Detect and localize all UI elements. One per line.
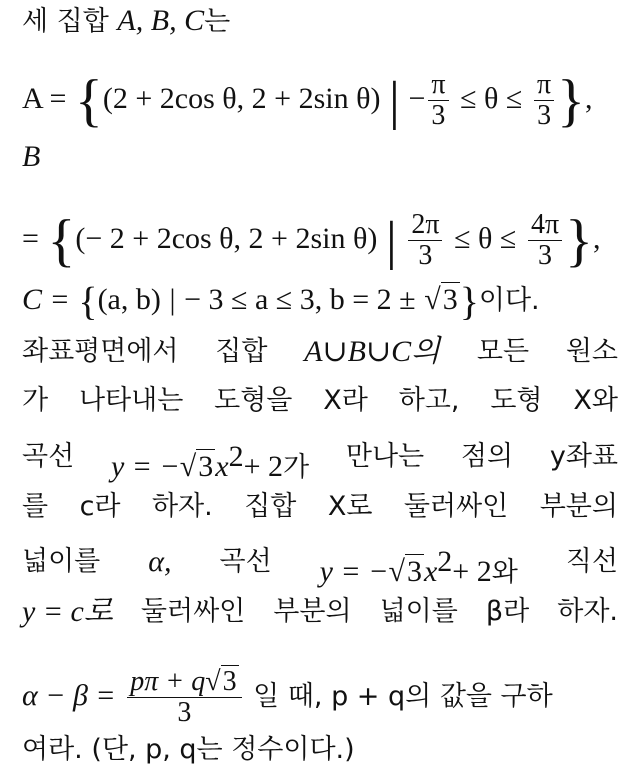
line-13: 여라. (단, p, q는 정수이다.) (22, 734, 355, 765)
set-A-range: ≤ θ ≤ (460, 82, 523, 115)
fraction-4pi-over-3: $\frac{4\pi}{3}$ (528, 210, 562, 271)
left-brace: { (47, 207, 76, 273)
intro-suffix: 는 (204, 6, 231, 37)
alpha-minus-beta: α − β = (22, 679, 116, 712)
set-A-point: (2 + 2cos θ, 2 + 2sin θ) (102, 82, 381, 115)
set-A-lhs: A = (22, 82, 67, 115)
line-6: 좌표평면에서 집합 A∪B∪C의 모든 원소 (22, 335, 618, 368)
divider-bar: | (389, 70, 400, 131)
set-A-definition: A = {(2 + 2cos θ, 2 + 2sin θ) | − $\frac{\pi}{3}$ ≤ θ ≤ $\frac{\pi}{3}$ }, (22, 67, 593, 133)
left-brace: { (78, 278, 98, 324)
divider-bar: | (169, 283, 176, 316)
set-B-label: B (22, 140, 41, 173)
left-brace: { (75, 67, 103, 133)
divider-bar: | (385, 210, 397, 271)
line-7: 가 나타내는 도형을 X라 하고, 도형 X와 (22, 385, 618, 416)
line-12-rest: 일 때, p + q의 값을 구하 (253, 681, 553, 712)
set-B-range: ≤ θ ≤ (454, 222, 517, 255)
set-A-minus: − (408, 82, 426, 115)
line-10: 넓이를 α, 곡선 $y = -√3x^2+ 2$와 직선 (22, 545, 618, 588)
set-C-lhs: C = (22, 283, 70, 316)
set-B-definition: = {(− 2 + 2cos θ, 2 + 2sin θ) | $\frac{2\pi}{3}$ ≤ θ ≤ $\frac{4\pi}{3}$ }, (22, 207, 601, 273)
intro-text: 세 집합 (22, 6, 118, 37)
line-12 (22, 667, 553, 728)
sqrt-3: √3 (388, 555, 422, 588)
fraction-2pi-over-3: $\frac{2\pi}{3}$ (408, 210, 442, 271)
set-C-point: (a, b) (97, 283, 161, 316)
right-brace: } (459, 278, 479, 324)
right-brace: } (565, 207, 593, 273)
line-intro (22, 4, 230, 39)
line-11: y = c로 둘러싸인 부분의 넓이를 β라 하자. (22, 595, 618, 628)
answer-fraction: $\frac{p\pi + q√3}{3}$ (127, 667, 241, 728)
sqrt-3: √3 (424, 283, 458, 316)
line-9: 를 c라 하자. 집합 X로 둘러싸인 부분의 (22, 491, 618, 522)
set-C-condition: − 3 ≤ a ≤ 3, b = 2 ± (184, 283, 416, 316)
fraction-pi-over-3: $\frac{\pi}{3}$ (534, 70, 554, 131)
set-B-point: (− 2 + 2cos θ, 2 + 2sin θ) (75, 222, 378, 255)
set-C-definition (22, 278, 540, 324)
sqrt-3: √3 (179, 450, 214, 483)
set-B-lhs: = (22, 222, 39, 255)
curve-equation: $y = -√3x^2+ 2$와 (319, 545, 518, 588)
fraction-pi-over-3: $\frac{\pi}{3}$ (428, 70, 448, 131)
right-brace: } (557, 67, 585, 133)
line-8: 곡선 $y = -√3x^2+ 2$가 만나는 점의 y좌표 (22, 440, 618, 483)
curve-equation: $y = -√3x^2+ 2$가 (110, 440, 310, 483)
set-names: A, B, C (117, 4, 205, 37)
set-C-suffix: 이다. (478, 285, 540, 316)
